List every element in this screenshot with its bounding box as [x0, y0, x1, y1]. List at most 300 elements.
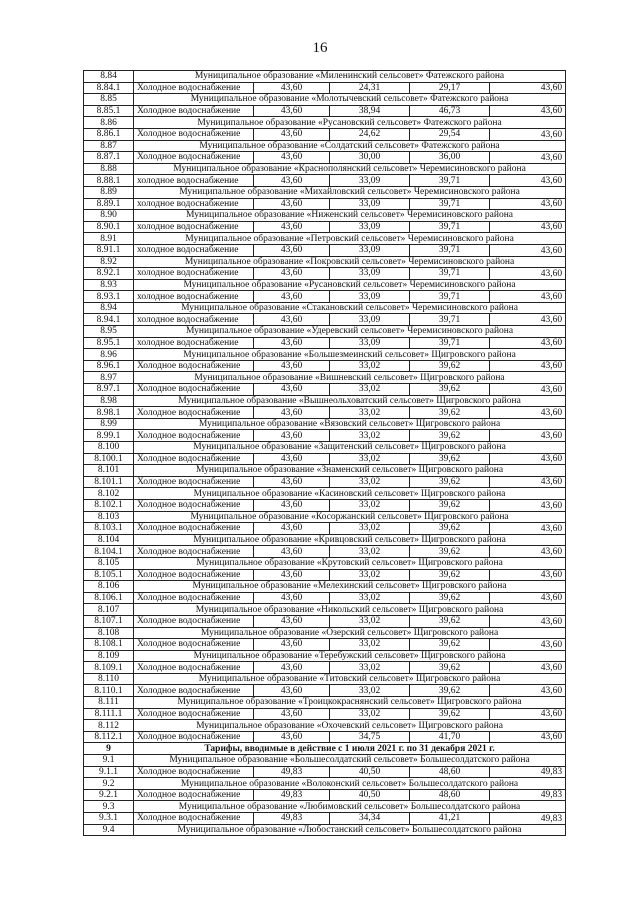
tariff-value: 43,60	[254, 430, 330, 442]
municipality-title: Муниципальное образование «Кривцовский сельсовет» Щигровского района	[134, 534, 566, 546]
tariff-value: 43,60	[254, 128, 330, 140]
tariff-value: 40,50	[330, 789, 410, 801]
tariff-value: 33,02	[330, 615, 410, 627]
tariff-value: 33,02	[330, 360, 410, 372]
row-number: 8.91	[84, 233, 134, 245]
municipality-title: Муниципальное образование «Русановский сельсовет» Черемисиновского района	[134, 279, 566, 291]
tariff-value: 43,60	[490, 221, 566, 233]
row-number: 8.96	[84, 349, 134, 361]
tariff-value: 43,60	[254, 523, 330, 535]
tariff-value: 39,62	[410, 384, 490, 396]
service-name: холодное водоснабжение	[134, 268, 254, 280]
tariff-value: 39,71	[410, 198, 490, 210]
service-name: Холодное водоснабжение	[134, 430, 254, 442]
tariff-value-row	[84, 244, 566, 256]
tariff-value: 43,60	[254, 499, 330, 511]
tariff-value: 43,60	[254, 615, 330, 627]
row-number: 8.84.1	[84, 82, 134, 94]
tariff-value: 43,60	[254, 198, 330, 210]
tariff-value: 43,60	[490, 268, 566, 280]
tariff-value-row	[84, 175, 566, 187]
row-number: 8.105	[84, 557, 134, 569]
tariff-value: 43,60	[254, 569, 330, 581]
tariff-value: 39,71	[410, 221, 490, 233]
tariff-value: 29,54	[410, 128, 490, 140]
tariff-value: 39,62	[410, 615, 490, 627]
row-number: 8.98	[84, 395, 134, 407]
tariff-value-row	[84, 453, 566, 465]
tariff-value: 43,60	[490, 499, 566, 511]
row-number: 8.107	[84, 604, 134, 616]
tariff-value: 43,60	[254, 152, 330, 164]
municipality-row	[84, 627, 566, 639]
tariff-value: 43,60	[490, 546, 566, 558]
row-number: 9.2.1	[84, 789, 134, 801]
tariff-value: 43,60	[254, 592, 330, 604]
municipality-row	[84, 673, 566, 685]
row-number: 8.100	[84, 442, 134, 454]
municipality-title: Муниципальное образование «Солдатский сельсовет» Фатежского района	[134, 140, 566, 152]
municipality-row	[84, 302, 566, 314]
municipality-title: Муниципальное образование «Волоконский сельсовет» Большесолдатского района	[134, 778, 566, 790]
row-number: 8.97.1	[84, 384, 134, 396]
tariff-value: 49,83	[490, 766, 566, 778]
tariff-value-row	[84, 789, 566, 801]
tariff-value: 36,00	[410, 152, 490, 164]
tariff-value: 39,62	[410, 407, 490, 419]
municipality-title: Муниципальное образование «Охочевский сельсовет» Щигровского района	[134, 720, 566, 732]
row-number: 9.2	[84, 778, 134, 790]
municipality-row	[84, 140, 566, 152]
section-header-row	[84, 743, 566, 755]
row-number: 8.106	[84, 581, 134, 593]
tariff-value-row	[84, 268, 566, 280]
municipality-title: Муниципальное образование «Косоржанский сельсовет» Щигровского района	[134, 511, 566, 523]
row-number: 8.99	[84, 418, 134, 430]
tariff-table	[83, 70, 566, 836]
municipality-row	[84, 801, 566, 813]
service-name: Холодное водоснабжение	[134, 128, 254, 140]
row-number: 8.107.1	[84, 615, 134, 627]
tariff-value: 43,60	[254, 268, 330, 280]
tariff-value-row	[84, 476, 566, 488]
municipality-title: Муниципальное образование «Покровский сельсовет» Черемисиновского района	[134, 256, 566, 268]
service-name: Холодное водоснабжение	[134, 731, 254, 743]
tariff-value: 43,60	[254, 546, 330, 558]
tariff-value-row	[84, 731, 566, 743]
municipality-title: Муниципальное образование «Большезмеинский сельсовет» Щигровского района	[134, 349, 566, 361]
tariff-value-row	[84, 384, 566, 396]
municipality-title: Муниципальное образование «Краснополянский сельсовет» Черемисиновского района	[134, 163, 566, 175]
municipality-row	[84, 824, 566, 836]
row-number: 8.89	[84, 186, 134, 198]
tariff-value: 39,62	[410, 523, 490, 535]
service-name: Холодное водоснабжение	[134, 615, 254, 627]
tariff-table-body	[84, 71, 566, 836]
tariff-value: 43,60	[254, 337, 330, 349]
tariff-value-row	[84, 407, 566, 419]
tariff-value: 43,60	[490, 128, 566, 140]
tariff-value: 43,60	[490, 685, 566, 697]
municipality-row	[84, 163, 566, 175]
tariff-value: 43,60	[254, 82, 330, 94]
tariff-value: 49,83	[254, 813, 330, 825]
tariff-value: 39,71	[410, 314, 490, 326]
tariff-value: 39,71	[410, 175, 490, 187]
tariff-value: 43,60	[490, 731, 566, 743]
service-name: Холодное водоснабжение	[134, 476, 254, 488]
row-number: 8.100.1	[84, 453, 134, 465]
service-name: Холодное водоснабжение	[134, 546, 254, 558]
tariff-value: 43,60	[490, 523, 566, 535]
tariff-value: 43,60	[254, 175, 330, 187]
tariff-value: 33,02	[330, 639, 410, 651]
service-name: Холодное водоснабжение	[134, 789, 254, 801]
tariff-value: 33,09	[330, 337, 410, 349]
tariff-value: 43,60	[490, 708, 566, 720]
service-name: холодное водоснабжение	[134, 175, 254, 187]
tariff-value: 43,60	[254, 708, 330, 720]
row-number: 9.1	[84, 755, 134, 767]
row-number: 8.103.1	[84, 523, 134, 535]
municipality-title: Муниципальное образование «Теребужский сельсовет» Щигровского района	[134, 650, 566, 662]
tariff-value-row	[84, 592, 566, 604]
tariff-value: 48,60	[410, 789, 490, 801]
tariff-value: 39,62	[410, 639, 490, 651]
tariff-value-row	[84, 639, 566, 651]
row-number: 8.112	[84, 720, 134, 732]
row-number: 8.106.1	[84, 592, 134, 604]
tariff-value-row	[84, 813, 566, 825]
municipality-row	[84, 534, 566, 546]
service-name: Холодное водоснабжение	[134, 813, 254, 825]
tariff-value: 43,60	[254, 291, 330, 303]
row-number: 8.103	[84, 511, 134, 523]
row-number: 8.86.1	[84, 128, 134, 140]
municipality-title: Муниципальное образование «Озерский сельсовет» Щигровского района	[134, 627, 566, 639]
row-number: 8.104	[84, 534, 134, 546]
page-number: 16	[312, 40, 328, 56]
tariff-value: 33,02	[330, 523, 410, 535]
municipality-title: Муниципальное образование «Защитенский сельсовет» Щигровского района	[134, 442, 566, 454]
municipality-title: Муниципальное образование «Михайловский сельсовет» Черемисиновского района	[134, 186, 566, 198]
row-number: 8.105.1	[84, 569, 134, 581]
service-name: Холодное водоснабжение	[134, 639, 254, 651]
tariff-value: 43,60	[490, 105, 566, 117]
tariff-value-row	[84, 499, 566, 511]
tariff-value: 24,31	[330, 82, 410, 94]
row-number: 8.108.1	[84, 639, 134, 651]
tariff-value: 43,60	[254, 407, 330, 419]
tariff-value: 39,62	[410, 662, 490, 674]
tariff-value: 43,60	[490, 476, 566, 488]
tariff-value: 49,83	[490, 813, 566, 825]
tariff-value: 43,60	[490, 360, 566, 372]
row-number: 8.85.1	[84, 105, 134, 117]
row-number: 9.3	[84, 801, 134, 813]
row-number: 8.101	[84, 465, 134, 477]
service-name: Холодное водоснабжение	[134, 523, 254, 535]
tariff-value: 33,02	[330, 708, 410, 720]
tariff-value: 33,02	[330, 430, 410, 442]
municipality-title: Муниципальное образование «Мелехинский сельсовет» Щигровского района	[134, 581, 566, 593]
row-number: 8.110	[84, 673, 134, 685]
municipality-title: Муниципальное образование «Петровский сельсовет» Черемисиновского района	[134, 233, 566, 245]
tariff-value-row	[84, 766, 566, 778]
service-name: Холодное водоснабжение	[134, 662, 254, 674]
tariff-value: 33,02	[330, 569, 410, 581]
municipality-title: Муниципальное образование «Любостанский сельсовет» Большесолдатского района	[134, 824, 566, 836]
service-name: Холодное водоснабжение	[134, 82, 254, 94]
tariff-value-row	[84, 708, 566, 720]
municipality-row	[84, 210, 566, 222]
tariff-value: 39,62	[410, 569, 490, 581]
tariff-value: 39,71	[410, 268, 490, 280]
municipality-title: Муниципальное образование «Крутовский сельсовет» Щигровского района	[134, 557, 566, 569]
municipality-title: Муниципальное образование «Касиновский сельсовет» Щигровского района	[134, 488, 566, 500]
tariff-value: 34,75	[330, 731, 410, 743]
tariff-value: 43,60	[254, 244, 330, 256]
tariff-value: 43,60	[254, 685, 330, 697]
tariff-value-row	[84, 314, 566, 326]
row-number: 8.109.1	[84, 662, 134, 674]
municipality-row	[84, 372, 566, 384]
service-name: Холодное водоснабжение	[134, 384, 254, 396]
service-name: Холодное водоснабжение	[134, 499, 254, 511]
tariff-value: 33,09	[330, 175, 410, 187]
tariff-value: 43,60	[490, 615, 566, 627]
tariff-value: 39,62	[410, 592, 490, 604]
service-name: Холодное водоснабжение	[134, 453, 254, 465]
tariff-value-row	[84, 128, 566, 140]
tariff-value-row	[84, 360, 566, 372]
row-number: 9.3.1	[84, 813, 134, 825]
tariff-value: 33,09	[330, 291, 410, 303]
row-number: 8.94	[84, 302, 134, 314]
tariff-value: 43,60	[254, 384, 330, 396]
tariff-value: 43,60	[490, 337, 566, 349]
tariff-value-row	[84, 685, 566, 697]
service-name: Холодное водоснабжение	[134, 766, 254, 778]
tariff-value: 33,02	[330, 546, 410, 558]
tariff-value: 49,83	[490, 789, 566, 801]
tariff-value: 43,60	[490, 384, 566, 396]
tariff-value-row	[84, 82, 566, 94]
row-number: 8.93.1	[84, 291, 134, 303]
municipality-row	[84, 465, 566, 477]
row-number: 8.99.1	[84, 430, 134, 442]
municipality-row	[84, 778, 566, 790]
tariff-value-row	[84, 221, 566, 233]
tariff-value: 43,60	[254, 360, 330, 372]
row-number: 8.101.1	[84, 476, 134, 488]
row-number: 8.90	[84, 210, 134, 222]
service-name: Холодное водоснабжение	[134, 569, 254, 581]
row-number: 8.98.1	[84, 407, 134, 419]
tariff-value: 43,60	[490, 569, 566, 581]
municipality-title: Муниципальное образование «Стакановский сельсовет» Черемисиновского района	[134, 302, 566, 314]
service-name: холодное водоснабжение	[134, 244, 254, 256]
tariff-value: 43,60	[490, 82, 566, 94]
row-number: 8.104.1	[84, 546, 134, 558]
municipality-row	[84, 488, 566, 500]
row-number: 8.84	[84, 71, 134, 83]
row-number: 8.111	[84, 697, 134, 709]
tariff-value: 33,09	[330, 268, 410, 280]
municipality-title: Муниципальное образование «Удеревский сельсовет» Черемисиновского района	[134, 326, 566, 338]
tariff-value-row	[84, 662, 566, 674]
municipality-title: Муниципальное образование «Вышнеольховатский сельсовет» Щигровского района	[134, 395, 566, 407]
municipality-title: Муниципальное образование «Ниженский сельсовет» Черемисиновского района	[134, 210, 566, 222]
municipality-title: Муниципальное образование «Молотычевский сельсовет» Фатежского района	[134, 94, 566, 106]
service-name: Холодное водоснабжение	[134, 360, 254, 372]
municipality-title: Муниципальное образование «Троицкокраснянский сельсовет» Щигровского района	[134, 697, 566, 709]
tariff-value: 49,83	[254, 766, 330, 778]
service-name: холодное водоснабжение	[134, 291, 254, 303]
tariff-value: 43,60	[490, 244, 566, 256]
municipality-row	[84, 755, 566, 767]
tariff-value-row	[84, 523, 566, 535]
municipality-row	[84, 117, 566, 129]
municipality-row	[84, 720, 566, 732]
municipality-title: Муниципальное образование «Миленинский сельсовет» Фатежского района	[134, 71, 566, 83]
tariff-value: 43,60	[254, 314, 330, 326]
row-number: 8.88.1	[84, 175, 134, 187]
tariff-value-row	[84, 430, 566, 442]
tariff-value: 39,71	[410, 337, 490, 349]
row-number: 8.94.1	[84, 314, 134, 326]
tariff-value: 43,60	[254, 639, 330, 651]
service-name: холодное водоснабжение	[134, 198, 254, 210]
municipality-row	[84, 650, 566, 662]
municipality-row	[84, 233, 566, 245]
service-name: холодное водоснабжение	[134, 314, 254, 326]
row-number: 8.89.1	[84, 198, 134, 210]
row-number: 8.86	[84, 117, 134, 129]
municipality-row	[84, 442, 566, 454]
tariff-value: 24,62	[330, 128, 410, 140]
tariff-value: 43,60	[254, 662, 330, 674]
tariff-value: 34,34	[330, 813, 410, 825]
tariff-value: 33,02	[330, 453, 410, 465]
municipality-row	[84, 256, 566, 268]
municipality-row	[84, 511, 566, 523]
row-number: 8.97	[84, 372, 134, 384]
tariff-value: 39,62	[410, 546, 490, 558]
tariff-value-row	[84, 546, 566, 558]
municipality-row	[84, 395, 566, 407]
tariff-value: 39,62	[410, 360, 490, 372]
municipality-title: Муниципальное образование «Никольский сельсовет» Щигровского района	[134, 604, 566, 616]
tariff-value: 43,60	[490, 291, 566, 303]
tariff-value: 39,62	[410, 499, 490, 511]
tariff-value: 39,62	[410, 453, 490, 465]
row-number: 8.87.1	[84, 152, 134, 164]
row-number: 8.108	[84, 627, 134, 639]
municipality-title: Муниципальное образование «Вязовский сельсовет» Щигровского района	[134, 418, 566, 430]
service-name: Холодное водоснабжение	[134, 592, 254, 604]
tariff-value: 48,60	[410, 766, 490, 778]
row-number: 9.4	[84, 824, 134, 836]
municipality-row	[84, 581, 566, 593]
tariff-value: 33,02	[330, 662, 410, 674]
row-number: 8.88	[84, 163, 134, 175]
municipality-title: Муниципальное образование «Большесолдатский сельсовет» Большесолдатского района	[134, 755, 566, 767]
tariff-value: 43,60	[490, 430, 566, 442]
municipality-row	[84, 71, 566, 83]
tariff-value: 38,94	[330, 105, 410, 117]
municipality-row	[84, 418, 566, 430]
tariff-value-row	[84, 615, 566, 627]
row-number: 8.90.1	[84, 221, 134, 233]
tariff-value: 39,62	[410, 430, 490, 442]
tariff-value: 33,09	[330, 244, 410, 256]
tariff-value-row	[84, 569, 566, 581]
row-number: 8.111.1	[84, 708, 134, 720]
row-number: 8.93	[84, 279, 134, 291]
tariff-value: 33,02	[330, 685, 410, 697]
tariff-value: 39,71	[410, 244, 490, 256]
tariff-value: 43,60	[490, 639, 566, 651]
row-number: 8.92	[84, 256, 134, 268]
municipality-row	[84, 349, 566, 361]
tariff-value: 30,00	[330, 152, 410, 164]
row-number: 8.95	[84, 326, 134, 338]
row-number: 8.112.1	[84, 731, 134, 743]
municipality-title: Муниципальное образование «Любимовский сельсовет» Большесолдатского района	[134, 801, 566, 813]
tariff-value: 39,62	[410, 476, 490, 488]
municipality-row	[84, 94, 566, 106]
row-number: 8.110.1	[84, 685, 134, 697]
municipality-row	[84, 604, 566, 616]
row-number: 8.92.1	[84, 268, 134, 280]
row-number: 8.102	[84, 488, 134, 500]
tariff-value: 43,60	[490, 662, 566, 674]
service-name: холодное водоснабжение	[134, 221, 254, 233]
service-name: холодное водоснабжение	[134, 337, 254, 349]
municipality-row	[84, 186, 566, 198]
municipality-title: Муниципальное образование «Знаменский сельсовет» Щигровского района	[134, 465, 566, 477]
row-number: 8.95.1	[84, 337, 134, 349]
tariff-value: 33,09	[330, 221, 410, 233]
tariff-value: 43,60	[254, 453, 330, 465]
tariff-value: 41,70	[410, 731, 490, 743]
tariff-value: 43,60	[490, 592, 566, 604]
tariff-value: 43,60	[254, 105, 330, 117]
tariff-value: 39,71	[410, 291, 490, 303]
tariff-value: 33,02	[330, 384, 410, 396]
tariff-value: 43,60	[254, 221, 330, 233]
municipality-row	[84, 697, 566, 709]
tariff-value: 39,62	[410, 708, 490, 720]
tariff-value: 43,60	[490, 198, 566, 210]
municipality-row	[84, 326, 566, 338]
tariff-value: 40,50	[330, 766, 410, 778]
service-name: Холодное водоснабжение	[134, 105, 254, 117]
municipality-row	[84, 557, 566, 569]
tariff-value-row	[84, 337, 566, 349]
tariff-value: 43,60	[490, 453, 566, 465]
tariff-value-row	[84, 198, 566, 210]
section-title: Тарифы, вводимые в действие с 1 июля 2021 г. по 31 декабря 2021 г.	[134, 743, 566, 755]
service-name: Холодное водоснабжение	[134, 685, 254, 697]
municipality-title: Муниципальное образование «Русановский сельсовет» Фатежского района	[134, 117, 566, 129]
tariff-value-row	[84, 105, 566, 117]
municipality-row	[84, 279, 566, 291]
tariff-value: 46,73	[410, 105, 490, 117]
tariff-value: 33,02	[330, 499, 410, 511]
row-number: 8.102.1	[84, 499, 134, 511]
